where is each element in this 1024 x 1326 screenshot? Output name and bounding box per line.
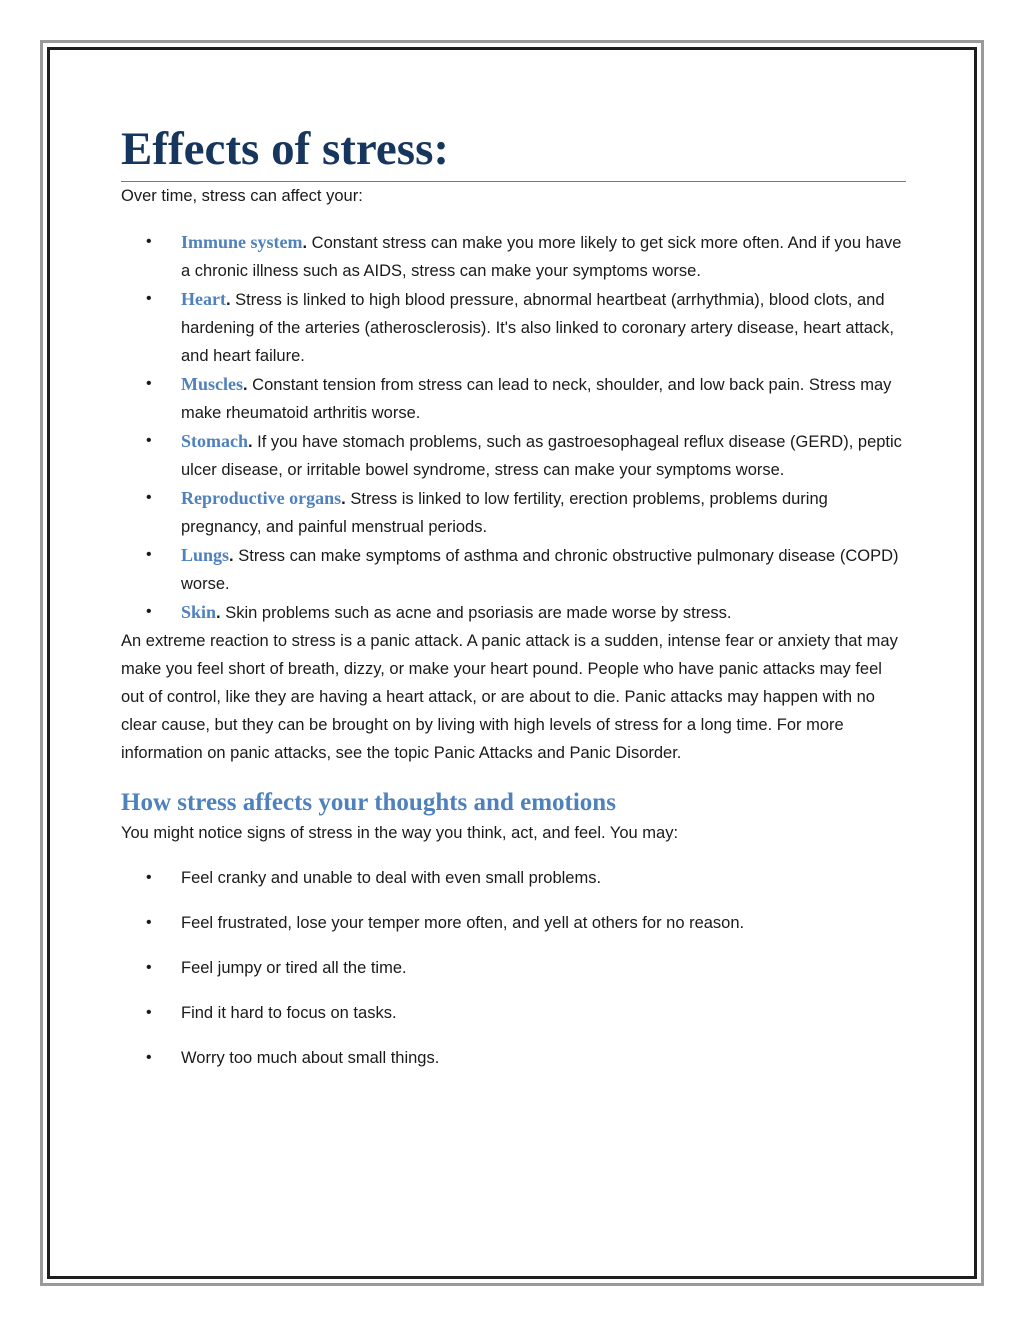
- list-item: [121, 999, 906, 1027]
- section-heading: How stress affects your thoughts and emotions: [121, 789, 616, 816]
- list-item: [121, 228, 906, 285]
- bullet-icon: •: [146, 432, 152, 449]
- sign-text: Worry too much about small things.: [181, 1049, 440, 1067]
- effect-description: Skin problems such as acne and psoriasis are made worse by stress.: [220, 604, 732, 622]
- bullet-icon: •: [146, 1049, 152, 1066]
- term-separator: .: [243, 376, 248, 394]
- bullet-icon: •: [146, 233, 152, 250]
- sign-text: Feel frustrated, lose your temper more often, and yell at others for no reason.: [181, 914, 745, 932]
- document-content: [121, 120, 906, 1089]
- effect-term: Heart: [181, 289, 226, 309]
- panic-attack-paragraph: An extreme reaction to stress is a panic attack. A panic attack is a sudden, intense fear or anxiety that may make you feel short of breath, dizzy, or make your heart pound. People who have panic attacks may feel out of control, like they are having a heart attack, or are about to die. Panic attacks may happen with no clear cause, but they can be brought on by living with high levels of stress for a long time. For more information on panic attacks, see the topic Panic Attacks and Panic Disorder.: [121, 632, 898, 762]
- list-item: [121, 864, 906, 892]
- effect-description: Constant tension from stress can lead to neck, shoulder, and low back pain. Stress may make rheumatoid arthritis worse.: [181, 376, 892, 422]
- list-item: [121, 598, 906, 627]
- effects-list: [121, 228, 906, 627]
- term-separator: .: [341, 490, 346, 508]
- list-item: [121, 1044, 906, 1072]
- page-title: Effects of stress:: [121, 120, 906, 182]
- effect-term: Stomach: [181, 431, 248, 451]
- list-item: [121, 909, 906, 937]
- effect-description: If you have stomach problems, such as gastroesophageal reflux disease (GERD), peptic ulcer disease, or irritable bowel syndrome, stress can make your symptoms worse.: [181, 433, 902, 479]
- bullet-icon: •: [146, 546, 152, 563]
- section-intro: You might notice signs of stress in the way you think, act, and feel. You may:: [121, 824, 679, 842]
- bullet-icon: •: [146, 603, 152, 620]
- sign-text: Feel cranky and unable to deal with even small problems.: [181, 869, 602, 887]
- effect-term: Reproductive organs: [181, 488, 342, 508]
- effect-term: Skin: [181, 602, 217, 622]
- bullet-icon: •: [146, 914, 152, 931]
- list-item: [121, 484, 906, 541]
- effect-description: Stress can make symptoms of asthma and chronic obstructive pulmonary disease (COPD) worse.: [181, 547, 899, 593]
- effect-term: Immune system: [181, 232, 303, 252]
- list-item: [121, 285, 906, 370]
- intro-text: Over time, stress can affect your:: [121, 187, 363, 205]
- effect-description: Stress is linked to high blood pressure, abnormal heartbeat (arrhythmia), blood clots, and hardening of the arteries (atherosclerosis). It's also linked to coronary artery disease, heart attack, and heart failure.: [181, 291, 894, 365]
- bullet-icon: •: [146, 959, 152, 976]
- bullet-icon: •: [146, 869, 152, 886]
- list-item: [121, 954, 906, 982]
- effect-description: Stress is linked to low fertility, erection problems, problems during pregnancy, and painful menstrual periods.: [181, 490, 828, 536]
- term-separator: .: [248, 433, 253, 451]
- bullet-icon: •: [146, 1004, 152, 1021]
- bullet-icon: •: [146, 489, 152, 506]
- effect-term: Muscles: [181, 374, 243, 394]
- term-separator: .: [229, 547, 234, 565]
- sign-text: Find it hard to focus on tasks.: [181, 1004, 397, 1022]
- term-separator: .: [225, 291, 231, 309]
- term-separator: .: [216, 604, 221, 622]
- bullet-icon: •: [146, 290, 152, 307]
- effect-description: Constant stress can make you more likely to get sick more often. And if you have a chronic illness such as AIDS, stress can make your symptoms worse.: [181, 234, 902, 280]
- term-separator: .: [302, 234, 308, 252]
- list-item: [121, 541, 906, 598]
- bullet-icon: •: [146, 375, 152, 392]
- signs-list: [121, 864, 906, 1072]
- effect-term: Lungs: [181, 545, 230, 565]
- sign-text: Feel jumpy or tired all the time.: [181, 959, 407, 977]
- list-item: [121, 427, 906, 484]
- list-item: [121, 370, 906, 427]
